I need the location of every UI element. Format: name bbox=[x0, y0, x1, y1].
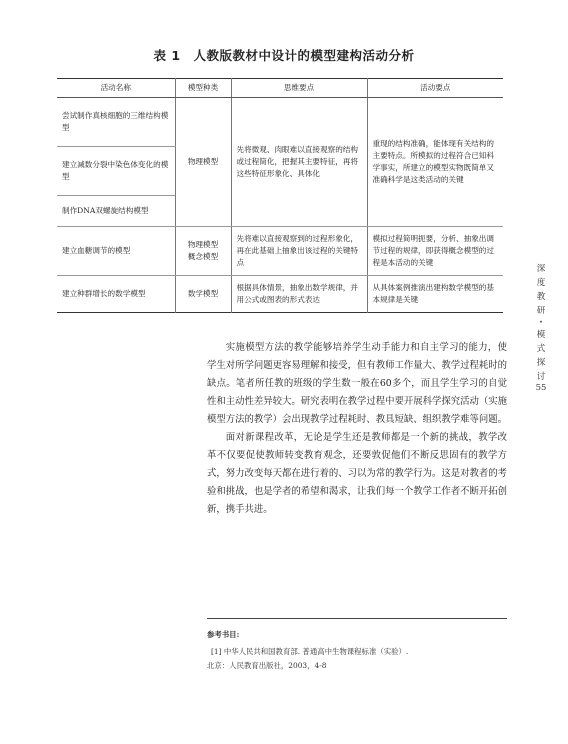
points-cell: 重现的结构准确，能体现有关结构的主要特点。所模拟的过程符合已知科学事实，所建立的模型实物既简单又准确科学是这类活动的关键 bbox=[367, 98, 503, 227]
page-number: 55 bbox=[535, 383, 547, 393]
points-cell: 模拟过程简明扼要，分析、抽象出调节过程的规律，即获得概念模型的过程是本活动的关键 bbox=[367, 227, 503, 276]
header-thinking-points: 思维要点 bbox=[231, 79, 367, 98]
thinking-cell: 根据具体情景，抽象出数学规律，并用公式或图表的形式表达 bbox=[231, 276, 367, 313]
model-activity-table bbox=[57, 78, 503, 313]
sidebar-char: 式 bbox=[536, 344, 546, 354]
reference-item-continued: 北京：人民教育出版社，2003，4-8 bbox=[207, 661, 327, 670]
sidebar-char: 教 bbox=[536, 292, 546, 302]
activity-cell: 建立减数分裂中染色体变化的模型 bbox=[57, 147, 175, 196]
points-cell: 从具体案例推演出建构数学模型的基本规律是关键 bbox=[367, 276, 503, 313]
header-activity-points: 活动要点 bbox=[367, 79, 503, 98]
model-type-cell: 物理模型 bbox=[175, 98, 231, 227]
sidebar-char: 研 bbox=[536, 306, 546, 316]
thinking-cell: 先将难以直接观察到的过程形象化，再在此基础上抽象出该过程的关键特点 bbox=[231, 227, 367, 276]
sidebar-dot: · bbox=[539, 318, 543, 328]
table-header-row bbox=[57, 79, 503, 98]
sidebar-char: 深 bbox=[536, 264, 546, 274]
header-activity-name: 活动名称 bbox=[57, 79, 175, 98]
table-row bbox=[57, 227, 503, 276]
sidebar-char: 度 bbox=[536, 278, 546, 288]
table-title: 表 1 人教版教材中设计的模型建构活动分析 bbox=[153, 48, 415, 63]
activity-cell: 尝试制作真核细胞的三维结构模型 bbox=[57, 98, 175, 147]
model-type-cell: 数学模型 bbox=[175, 276, 231, 313]
activity-cell: 制作DNA双螺旋结构模型 bbox=[57, 196, 175, 227]
references-section bbox=[207, 628, 507, 673]
body-text bbox=[207, 339, 507, 519]
reference-item: [1] 中华人民共和国教育部. 普通高中生物课程标准（实验）. bbox=[211, 647, 409, 656]
sidebar-char: 讨 bbox=[536, 372, 546, 382]
sidebar-char: 模 bbox=[536, 330, 546, 340]
table-row bbox=[57, 98, 503, 147]
activity-cell: 建立种群增长的数学模型 bbox=[62, 289, 146, 298]
paragraph: 实施模型方法的教学能够培养学生动手能力和自主学习的能力，使学生对所学问题更容易理解和接受，但有教师工作量大、教学过程耗时的缺点。笔者所任教的班级的学生数一般在60多个，而且学生学习的自觉性和主动性差异较大。研究表明在教学过程中要开展科学探究活动（实施模型方法的教学）会出现教学过程耗时、教具短缺、组织教学难等问题。 bbox=[207, 342, 508, 425]
paragraph: 面对新课程改革，无论是学生还是教师都是一个新的挑战，教学改革不仅要促使教师转变教育观念，还要敦促他们不断反思固有的教学方式，努力改变每天都在进行着的、习以为常的教学行为。这是对教者的考验和挑战，也是学者的希望和渴求，让我们每一个教学工作者不断开拓创新，携手共进。 bbox=[207, 432, 508, 515]
section-sidebar-label bbox=[534, 262, 548, 384]
sidebar-char: 探 bbox=[536, 358, 546, 368]
model-type-cell: 物理模型 概念模型 bbox=[175, 227, 231, 276]
references-heading: 参考书目: bbox=[207, 630, 240, 639]
references-divider bbox=[207, 618, 507, 619]
header-model-type: 模型种类 bbox=[175, 79, 231, 98]
table-row bbox=[57, 276, 503, 313]
thinking-cell: 先将微观、肉眼难以直接观察的结构或过程简化，把握其主要特征，再将这些特征形象化、具体化 bbox=[231, 98, 367, 227]
activity-cell: 建立血糖调节的模型 bbox=[57, 227, 175, 276]
